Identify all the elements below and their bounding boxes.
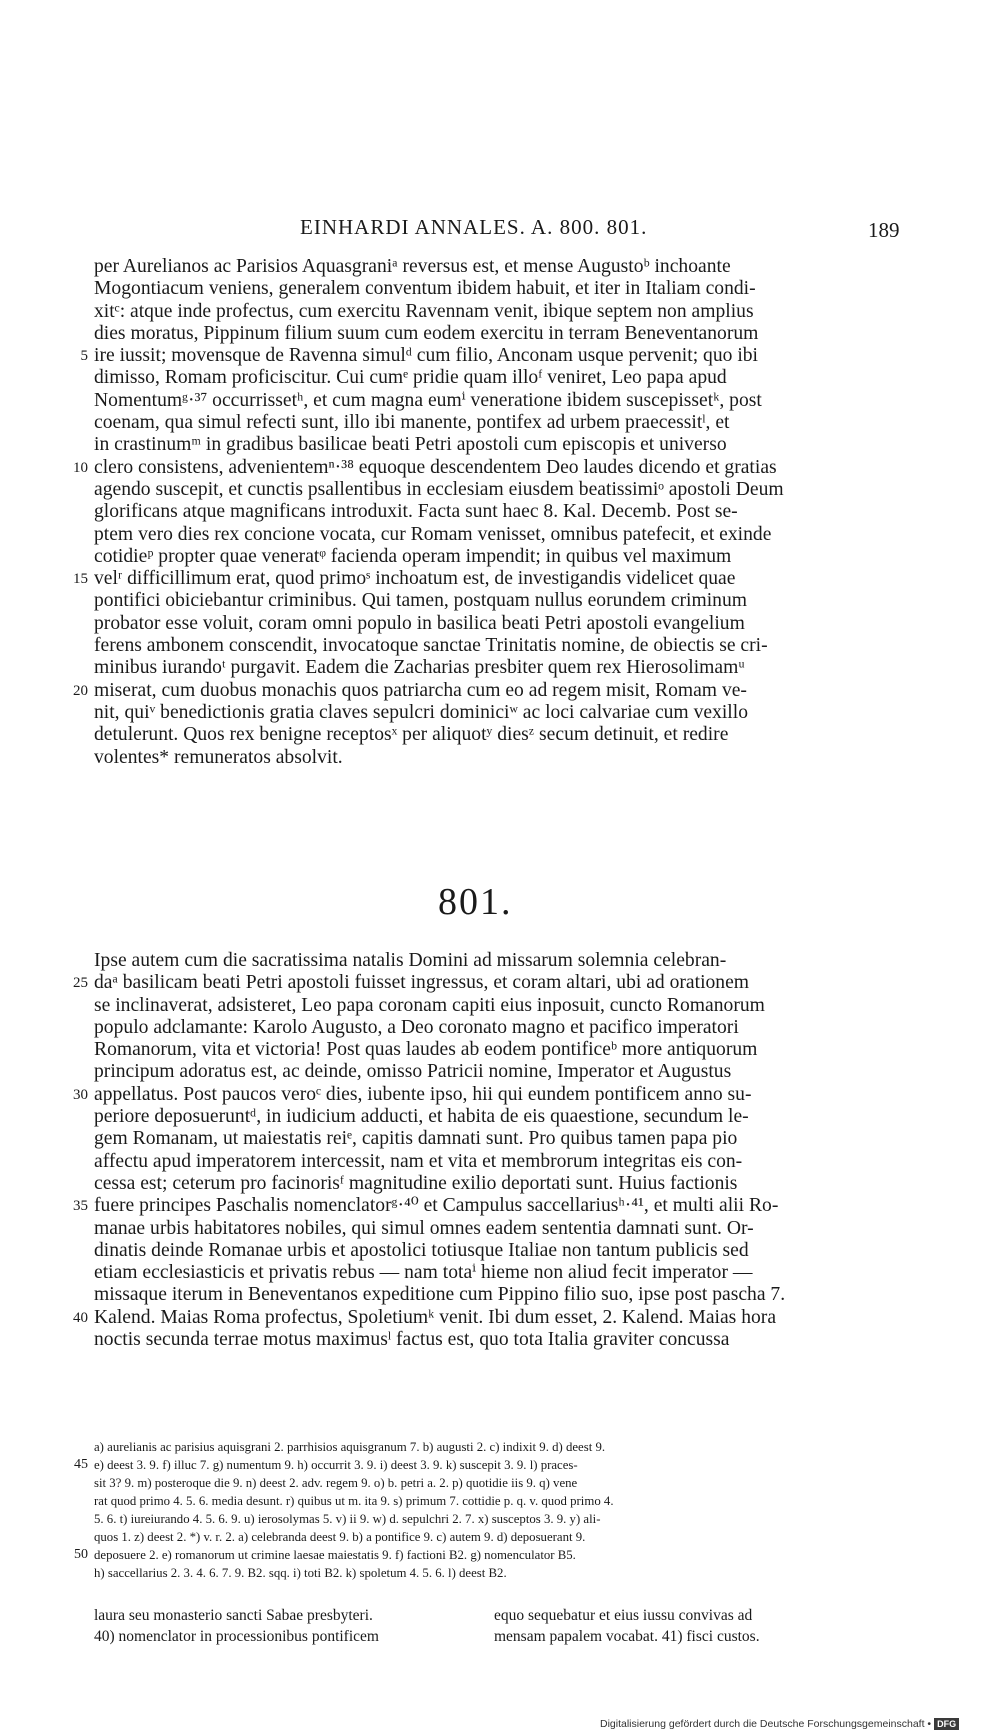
line-text: Romanorum, vita et victoria! Post quas laudes ab eodem pontificeᵇ more antiquorum (94, 1039, 758, 1061)
line-text: e) deest 3. 9. f) illuc 7. g) numentum 9. h) occurrit 3. 9. i) deest 3. 9. k) suscepit 3. 9. l) praces- (94, 1458, 578, 1472)
line-number: 25 (73, 975, 88, 992)
line-text: daᵃ basilicam beati Petri apostoli fuisset ingressus, et coram altari, ubi ad orationem (94, 972, 750, 994)
text-line (62, 1510, 898, 1528)
text-line (62, 1307, 898, 1329)
line-text: fuere principes Paschalis nomenclatorᵍ·⁴⁰ et Campulus saccellariusʰ·⁴¹, et multi alii Ro- (94, 1195, 779, 1217)
text-line (62, 1195, 898, 1217)
line-number: 5 (80, 348, 88, 365)
note-row (94, 1626, 894, 1647)
text-line (62, 390, 898, 412)
text-line (62, 1218, 898, 1240)
note-row (94, 1605, 894, 1626)
text-line (62, 301, 898, 323)
line-text: per Aurelianos ac Parisios Aquasgraniᵃ reversus est, et mense Augustoᵇ inchoante (94, 256, 731, 277)
text-line (62, 434, 898, 456)
line-text: Nomentumᵍ·³⁷ occurrissetʰ, et cum magna eumⁱ veneratione ibidem suscepissetᵏ, post (94, 389, 762, 411)
line-text: se inclinaverat, adsisteret, Leo papa coronam capiti eius inposuit, cuncto Romanorum (94, 994, 765, 1016)
line-text: coenam, qua simul refecti sunt, illo ibi manente, pontifex ad urbem praecessitˡ, et (94, 412, 730, 434)
text-line (62, 657, 898, 679)
line-text: probator esse voluit, coram omni populo in basilica beati Petri apostoli evangelium (94, 612, 745, 634)
line-text: dies moratus, Pippinum filium suum cum eodem exercitu in terram Beneventanorum (94, 322, 759, 344)
line-text: Mogontiacum veniens, generalem conventum ibidem habuit, et iter in Italiam condi- (94, 278, 756, 300)
text-line (62, 702, 898, 724)
line-text: agendo suscepit, et cunctis psallentibus in ecclesiam eiusdem beatissimiᵒ apostoli Deum (94, 478, 784, 500)
annals-801-text (62, 950, 898, 1351)
text-line (62, 1039, 898, 1061)
line-text: volentes* remuneratos absolvit. (94, 746, 343, 768)
digitization-credit (600, 1718, 959, 1730)
line-text: in crastinumᵐ in gradibus basilicae beati Petri apostoli cum episcopis et universo (94, 434, 727, 456)
line-text: miserat, cum duobus monachis quos patriarcha cum eo ad regem misit, Romam ve- (94, 679, 747, 701)
text-line (62, 1128, 898, 1150)
text-line (62, 995, 898, 1017)
text-line (62, 412, 898, 434)
line-text: cessa est; ceterum pro facinorisᶠ magnitudine exilio deportati sunt. Huius factionis (94, 1172, 738, 1194)
line-text: velʳ difficillimum erat, quod primoˢ inchoatum est, de investigandis videlicet quae (94, 568, 736, 590)
text-line (62, 479, 898, 501)
note-right: equo sequebatur et eius iussu convivas ad (494, 1607, 753, 1624)
text-line (62, 590, 898, 612)
line-text: periore deposueruntᵈ, in iudicium adducti, et habita de eis quaestione, secundum le- (94, 1106, 749, 1128)
text-line (62, 256, 898, 278)
text-line (62, 546, 898, 568)
line-text: quos 1. z) deest 2. *) v. r. 2. a) celebranda deest 9. b) a pontifice 9. c) autem 9. d) deposuerant 9. (94, 1530, 586, 1544)
line-text: Kalend. Maias Roma profectus, Spoletiumᵏ venit. Ibi dum esset, 2. Kalend. Maias hora (94, 1306, 777, 1328)
text-line (62, 747, 898, 769)
line-number: 10 (73, 459, 88, 476)
text-line (62, 1061, 898, 1083)
text-line (62, 635, 898, 657)
line-number: 15 (73, 571, 88, 588)
text-line (62, 1284, 898, 1306)
text-line (62, 1173, 898, 1195)
line-text: ferens ambonem conscendit, invocatoque sanctae Trinitatis nomine, de obiectis se cri- (94, 635, 768, 657)
line-text: h) saccellarius 2. 3. 4. 6. 7. 9. B2. sqq. i) toti B2. k) spoletum 4. 5. 6. l) deest B2. (94, 1566, 507, 1580)
apparatus-footnotes (62, 1438, 898, 1582)
numbered-notes (94, 1605, 894, 1647)
text-line (62, 1329, 898, 1351)
line-text: cotidieᵖ propter quae veneratᵠ facienda operam impendit; in quibus vel maximum (94, 545, 732, 567)
dfg-logo: DFG (934, 1718, 959, 1730)
text-line (62, 950, 898, 972)
line-number: 30 (73, 1086, 88, 1103)
line-text: etiam ecclesiasticis et privatis rebus — nam totaⁱ hieme non aliud fecit imperator — (94, 1262, 753, 1284)
line-text: ire iussit; movensque de Ravenna simulᵈ cum filio, Anconam usque pervenit; quo ibi (94, 345, 759, 367)
running-title: EINHARDI ANNALES. A. 800. 801. (300, 215, 648, 239)
text-line (62, 1546, 898, 1564)
page-number: 189 (868, 218, 900, 242)
line-text: 5. 6. t) iureiurando 4. 5. 6. 9. u) ierosolymas 5. v) ii 9. w) d. sepulchri 2. 7. x) susceptos 3. 9. y) ali- (94, 1512, 601, 1526)
line-text: ptem vero dies rex concione vocata, cur Romam venisset, omnibus patefecit, et exinde (94, 523, 772, 545)
year-heading: 801. (438, 881, 513, 923)
text-line (62, 457, 898, 479)
text-line (62, 501, 898, 523)
line-text: nit, quiᵛ benedictionis gratia claves sepulcri dominiciʷ ac loci calvariae cum vexillo (94, 701, 748, 723)
line-text: appellatus. Post paucos veroᶜ dies, iubente ipso, hii qui eundem pontificem anno su- (94, 1083, 752, 1105)
line-text: Ipse autem cum die sacratissima natalis Domini ad missarum solemnia celebran- (94, 950, 727, 971)
line-text: missaque iterum in Beneventanos expeditione cum Pippino filio suo, ipse post pascha 7. (94, 1284, 786, 1306)
line-text: rat quod primo 4. 5. 6. media desunt. r) quibus ut m. ita 9. s) primum 7. cottidie p. q. v. quod primo 4. (94, 1494, 614, 1508)
text-line (62, 345, 898, 367)
text-line (62, 367, 898, 389)
text-line (62, 1151, 898, 1173)
line-text: glorificans atque magnificans introduxit. Facta sunt haec 8. Kal. Decemb. Post se- (94, 501, 738, 523)
line-text: deposuere 2. e) romanorum ut crimine laesae maiestatis 9. f) factioni B2. g) nomenculator B5. (94, 1548, 576, 1562)
line-text: manae urbis habitatores nobiles, qui simul omnes eadem sententia damnati sunt. Or- (94, 1217, 754, 1239)
text-line (62, 1017, 898, 1039)
text-line (62, 1564, 898, 1582)
line-text: xitᶜ: atque inde profectus, cum exercitu Ravennam venit, ibique septem non amplius (94, 300, 754, 322)
text-line (62, 323, 898, 345)
note-left: laura seu monasterio sancti Sabae presbyteri. (94, 1607, 373, 1624)
line-text: gem Romanam, ut maiestatis reiᵉ, capitis damnati sunt. Pro quibus tamen papa pio (94, 1128, 738, 1150)
annals-800-text (62, 256, 898, 769)
text-line (62, 1528, 898, 1546)
line-number: 20 (73, 682, 88, 699)
text-line (62, 1106, 898, 1128)
text-line (62, 524, 898, 546)
text-line (62, 1474, 898, 1492)
line-text: principum adoratus est, ac deinde, omisso Patricii nomine, Imperator et Augustus (94, 1061, 732, 1083)
line-number: 50 (74, 1547, 88, 1562)
line-text: minibus iurandoᵗ purgavit. Eadem die Zacharias presbiter quem rex Hierosolimamᵘ (94, 657, 745, 679)
text-line (62, 613, 898, 635)
text-line (62, 680, 898, 702)
line-number: 40 (73, 1309, 88, 1326)
line-text: dinatis deinde Romanae urbis et apostolici totiusque Italiae non tantum publicis sed (94, 1239, 749, 1261)
line-text: dimisso, Romam proficiscitur. Cui cumᵉ pridie quam illoᶠ veniret, Leo papa apud (94, 367, 727, 389)
line-text: populo adclamante: Karolo Augusto, a Deo coronato magno et pacifico imperatori (94, 1016, 739, 1038)
text-line (62, 1438, 898, 1456)
text-line (62, 724, 898, 746)
text-line (62, 1262, 898, 1284)
line-text: a) aurelianis ac parisius aquisgrani 2. parrhisios aquisgranum 7. b) augusti 2. c) indixit 9. d) deest 9. (94, 1440, 606, 1454)
line-text: affectu apud imperatorem intercessit, nam et vita et membrorum integritas eis con- (94, 1150, 743, 1172)
line-text: detulerunt. Quos rex benigne receptosˣ per aliquotʸ diesᶻ secum detinuit, et redire (94, 724, 729, 746)
text-line (62, 1456, 898, 1474)
text-line (62, 568, 898, 590)
line-text: clero consistens, advenientemⁿ·³⁸ equoque descendentem Deo laudes dicendo et gratias (94, 456, 777, 478)
text-line (62, 1240, 898, 1262)
text-line (62, 1492, 898, 1510)
text-line (62, 972, 898, 994)
credit-text: Digitalisierung gefördert durch die Deutsche Forschungsgemeinschaft • (600, 1718, 932, 1730)
note-right: mensam papalem vocabat. 41) fisci custos. (494, 1628, 760, 1645)
text-line (62, 1084, 898, 1106)
line-text: noctis secunda terrae motus maximusˡ factus est, quo tota Italia graviter concussa (94, 1329, 730, 1351)
text-line (62, 278, 898, 300)
note-left: 40) nomenclator in processionibus pontificem (94, 1628, 379, 1645)
line-number: 35 (73, 1198, 88, 1215)
line-text: sit 3? 9. m) posteroque die 9. n) deest 2. adv. regem 9. o) b. petri a. 2. p) quotidie iis 9. q) vene (94, 1476, 578, 1490)
line-text: pontifici obiciebantur criminibus. Qui tamen, postquam nullus eorundem criminum (94, 590, 748, 612)
line-number: 45 (74, 1457, 88, 1472)
